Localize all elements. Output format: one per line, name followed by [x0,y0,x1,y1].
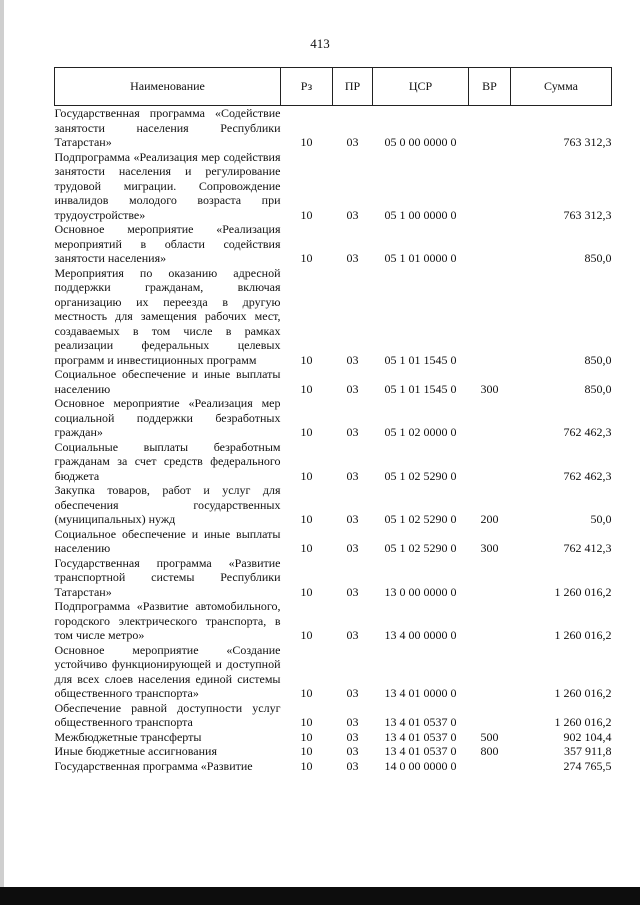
row-rz: 10 [300,512,313,526]
table-body [55,106,612,774]
row-csr: 05 1 00 0000 0 [384,207,457,222]
row-csr: 05 1 02 0000 0 [384,425,457,439]
row-pr: 03 [346,512,359,526]
column-header-vr: ВР [469,68,511,106]
scan-edge [0,0,4,905]
table-row [55,744,612,759]
row-csr: 05 1 02 5290 0 [384,512,457,526]
row-pr: 03 [346,468,359,483]
table-row [55,440,612,484]
row-sum: 850,0 [584,381,612,396]
row-vr: 200 [480,512,499,526]
column-header-name: Наименование [55,68,281,106]
table-header-row [55,68,612,106]
table-row [55,150,612,223]
row-csr: 13 0 00 0000 0 [384,584,457,599]
row-pr: 03 [346,729,359,744]
row-sum: 1 260 016,2 [554,584,612,599]
row-name: Государственная программа «Развитие [54,758,253,773]
row-rz: 10 [300,352,313,367]
row-csr: 13 4 01 0537 0 [384,715,457,729]
row-csr: 05 1 02 5290 0 [384,541,457,555]
row-sum: 274 765,5 [563,758,612,773]
row-name: Социальное обеспечение и иные выплаты населению [54,367,281,396]
row-rz: 10 [300,584,313,599]
row-name: Обеспечение равной доступности услуг общественного транспорта [54,700,281,729]
table-row [55,396,612,440]
row-rz: 10 [300,135,313,149]
row-sum: 850,0 [584,352,612,367]
row-rz: 10 [300,758,313,773]
row-name: Иные бюджетные ассигнования [54,744,217,758]
row-sum: 902 104,4 [563,729,612,744]
row-pr: 03 [346,207,359,222]
column-header-pr: ПР [333,68,373,106]
row-pr: 03 [346,628,359,642]
table-row [55,483,612,527]
row-vr: 300 [480,541,499,555]
table-row [55,759,612,774]
row-name: Подпрограмма «Реализация мер содействия занятости населения и регулирование трудовой миграции. Сопровождение инвалидов молодого возраста при трудоустройстве» [54,149,281,222]
row-sum: 762 462,3 [563,468,612,483]
row-csr: 05 1 01 0000 0 [384,251,457,265]
row-vr [469,643,511,701]
table-row [55,643,612,701]
row-vr: 800 [480,744,499,758]
row-rz: 10 [300,628,313,642]
row-vr [469,759,511,774]
row-vr: 500 [480,729,499,744]
row-csr: 13 4 01 0000 0 [384,686,457,700]
row-name: Основное мероприятие «Реализация мероприятий в области содействия занятости населения» [54,222,281,265]
row-name: Основное мероприятие «Создание устойчиво функционирующей и доступной для всех слоев населения единой системы общественного транспорта» [54,642,281,700]
row-pr: 03 [346,758,359,773]
row-pr: 03 [346,686,359,700]
row-csr: 05 1 01 1545 0 [384,352,457,367]
table-row [55,556,612,600]
row-pr: 03 [346,381,359,396]
row-vr [469,556,511,600]
row-csr: 05 1 02 5290 0 [384,468,457,483]
row-pr: 03 [346,541,359,555]
column-header-sum: Сумма [511,68,612,106]
row-rz: 10 [300,251,313,265]
page-number: 413 [310,36,330,51]
row-rz: 10 [300,744,313,758]
column-header-csr: ЦСР [373,68,469,106]
row-csr: 05 0 00 0000 0 [384,135,457,149]
row-sum: 850,0 [584,251,612,265]
row-sum: 762 462,3 [563,425,612,439]
row-csr: 14 0 00 0000 0 [384,758,457,773]
budget-table [54,67,612,773]
row-pr: 03 [346,744,359,758]
scan-bottom-edge [0,887,640,905]
row-vr [469,396,511,440]
row-sum: 1 260 016,2 [554,715,612,729]
row-pr: 03 [346,425,359,439]
table-row [55,701,612,730]
table-row [55,730,612,745]
row-rz: 10 [300,729,313,744]
row-sum: 763 312,3 [563,135,612,149]
row-vr [469,701,511,730]
row-name: Закупка товаров, работ и услуг для обеспечения государственных (муниципальных) нужд [54,483,281,526]
row-name: Государственная программа «Содействие занятости населения Республики Татарстан» [54,106,281,149]
table-row [55,527,612,556]
row-rz: 10 [300,425,313,439]
row-rz: 10 [300,686,313,700]
row-pr: 03 [346,352,359,367]
row-sum: 50,0 [590,512,612,526]
row-pr: 03 [346,251,359,265]
row-csr: 13 4 01 0537 0 [384,729,457,744]
row-vr [469,150,511,223]
column-header-rz: Рз [281,68,333,106]
table-row [55,367,612,396]
row-name: Мероприятия по оказанию адресной поддержки гражданам, включая организацию их переезда в другую местность для замещения рабочих мест, создаваемых в том числе в рамках реализации федеральных целевых программ и инвестиционных программ [54,265,281,367]
row-pr: 03 [346,584,359,599]
row-vr: 300 [480,381,499,396]
row-rz: 10 [300,468,313,483]
row-rz: 10 [300,381,313,396]
row-csr: 13 4 00 0000 0 [384,628,457,642]
row-pr: 03 [346,715,359,729]
row-name: Межбюджетные трансферты [54,729,202,744]
table-row [55,222,612,266]
row-vr [469,266,511,368]
row-vr [469,599,511,643]
row-csr: 05 1 01 1545 0 [384,381,457,396]
table-row [55,266,612,368]
row-name: Подпрограмма «Развитие автомобильного, городского электрического транспорта, в том числе метро» [54,599,281,642]
row-vr [469,222,511,266]
table-row [55,106,612,150]
row-sum: 1 260 016,2 [554,628,612,642]
row-pr: 03 [346,135,359,149]
row-sum: 1 260 016,2 [554,686,612,700]
row-vr [469,106,511,150]
row-name: Основное мероприятие «Реализация мер социальной поддержки безработных граждан» [54,396,281,439]
row-sum: 762 412,3 [563,541,612,555]
row-rz: 10 [300,715,313,729]
row-rz: 10 [300,207,313,222]
row-name: Социальные выплаты безработным гражданам за счет средств федерального бюджета [54,439,281,483]
row-rz: 10 [300,541,313,555]
row-sum: 763 312,3 [563,207,612,222]
row-vr [469,440,511,484]
row-name: Социальное обеспечение и иные выплаты населению [54,526,281,555]
row-name: Государственная программа «Развитие транспортной системы Республики Татарстан» [54,555,281,599]
table-row [55,599,612,643]
row-sum: 357 911,8 [563,744,612,758]
row-csr: 13 4 01 0537 0 [384,744,457,758]
